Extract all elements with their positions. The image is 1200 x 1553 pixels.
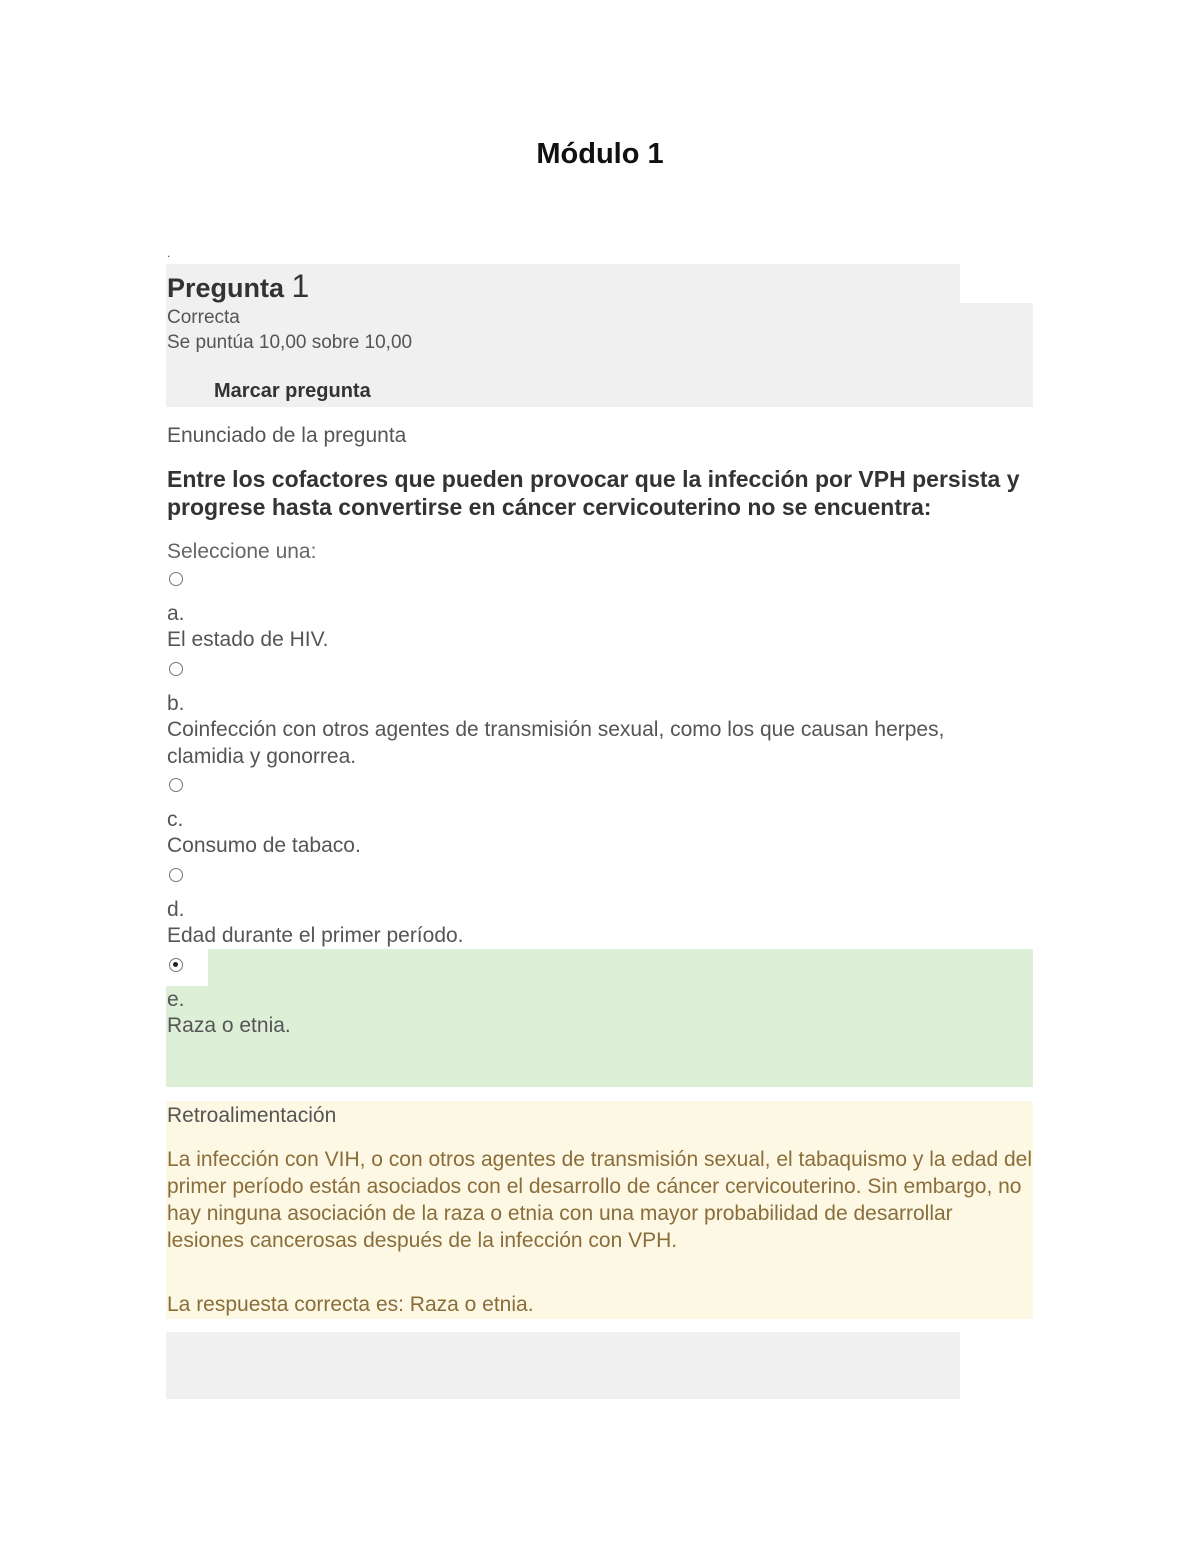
option-e-text[interactable]: Raza o etnia. — [167, 1014, 291, 1037]
option-a-text[interactable]: El estado de HIV. — [167, 628, 329, 651]
feedback-label: Retroalimentación — [167, 1104, 337, 1127]
option-b-letter: b. — [167, 692, 185, 715]
option-e-letter: e. — [167, 988, 185, 1011]
question-state: Correcta — [167, 307, 240, 328]
question-text-label: Enunciado de la pregunta — [167, 424, 407, 447]
question-number: 1 — [291, 268, 310, 304]
option-d-letter: d. — [167, 898, 185, 921]
option-c-text[interactable]: Consumo de tabaco. — [167, 834, 361, 857]
option-d-text[interactable]: Edad durante el primer período. — [167, 924, 464, 947]
answer-prompt: Seleccione una: — [167, 540, 317, 563]
question-heading — [167, 268, 309, 305]
option-c-letter: c. — [167, 808, 184, 831]
feedback-text: La infección con VIH, o con otros agentes de transmisión sexual, el tabaquismo y la edad del primer período están asociados con el desarrollo de cáncer cervicouterino. Sin embargo, no hay ninguna asociación de la raza o etnia con una mayor probabilidad de desarrollar lesiones cancerosas después de la infección con VPH. — [167, 1148, 1033, 1252]
question-grade: Se puntúa 10,00 sobre 10,00 — [167, 332, 413, 353]
page-title: Módulo 1 — [536, 138, 664, 170]
option-e-radio[interactable] — [169, 958, 183, 972]
next-question-panel — [166, 1332, 960, 1399]
option-d-radio[interactable] — [169, 868, 183, 882]
separator-dot: . — [167, 246, 171, 260]
question-label: Pregunta — [167, 273, 285, 303]
option-b-radio[interactable] — [169, 662, 183, 676]
correct-answer-text: La respuesta correcta es: Raza o etnia. — [167, 1293, 534, 1316]
option-b-text[interactable]: Coinfección con otros agentes de transmisión sexual, como los que causan herpes, clamidia y gonorrea. — [167, 718, 945, 768]
option-a-radio[interactable] — [169, 572, 183, 586]
option-c-radio[interactable] — [169, 778, 183, 792]
option-a-letter: a. — [167, 602, 185, 625]
question-text: Entre los cofactores que pueden provocar que la infección por VPH persista y progrese hasta convertirse en cáncer cervicouterino no se encuentra: — [167, 466, 1020, 520]
flag-question-link[interactable]: Marcar pregunta — [214, 380, 371, 402]
